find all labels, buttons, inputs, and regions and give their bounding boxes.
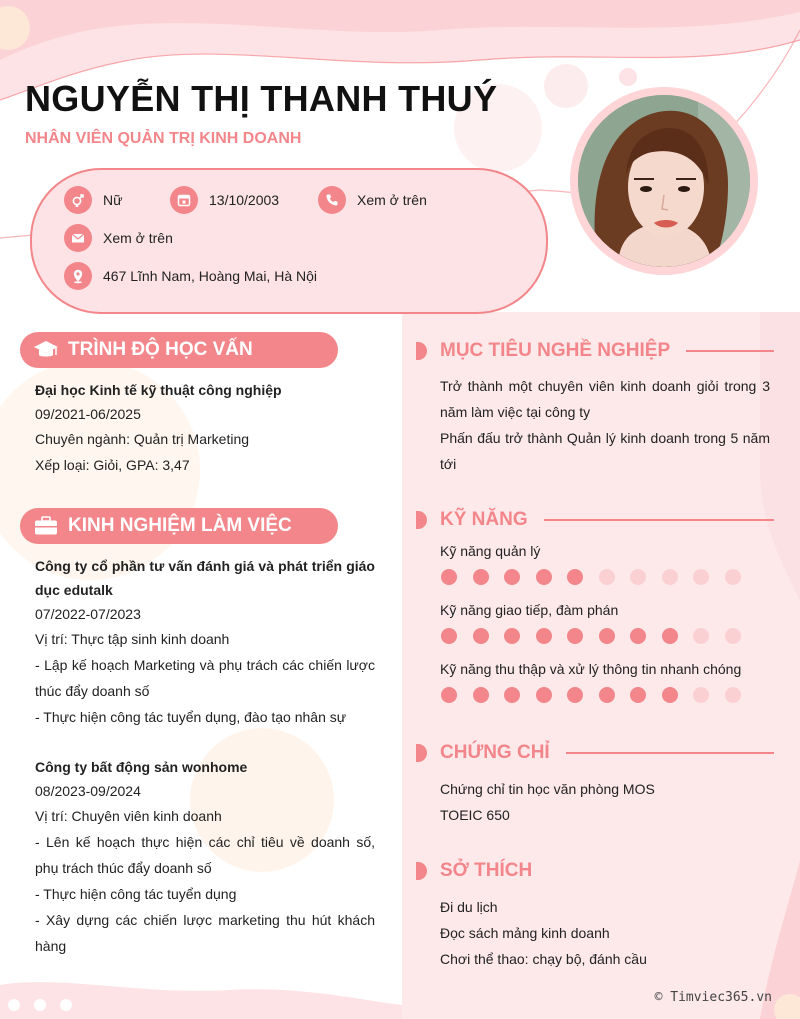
- skill-dot-filled: [441, 687, 457, 703]
- certificate-item-1: Chứng chỉ tin học văn phòng MOS: [440, 781, 655, 797]
- skill-dot-filled: [473, 569, 489, 585]
- education-school: Đại học Kinh tế kỹ thuật công nghiệp: [35, 382, 282, 398]
- skill-dot-filled: [473, 687, 489, 703]
- skill-dot-empty: [630, 569, 646, 585]
- education-period: 09/2021-06/2025: [35, 406, 141, 422]
- job-1-duty-1: - Lập kế hoạch Marketing và phụ trách các chiến lược thúc đẩy doanh số: [35, 657, 375, 699]
- email-value: Xem ở trên: [103, 230, 173, 246]
- experience-section-header: [20, 508, 338, 544]
- skill-dot-filled: [662, 628, 678, 644]
- skill-dot-empty: [725, 569, 741, 585]
- email-icon: [64, 224, 92, 252]
- contact-phone[interactable]: [318, 186, 427, 214]
- job-1-company: Công ty cổ phần tư vấn đánh giá và phát triển giáo dục edutalk: [35, 558, 375, 598]
- phone-value: Xem ở trên: [357, 192, 427, 208]
- skill-dot-filled: [536, 687, 552, 703]
- skill-dot-empty: [693, 628, 709, 644]
- skill-dot-filled: [599, 628, 615, 644]
- skill-dot-filled: [567, 628, 583, 644]
- experience-title: KINH NGHIỆM LÀM VIỆC: [68, 515, 292, 536]
- certificate-item-2: TOEIC 650: [440, 807, 510, 823]
- skill-dot-filled: [441, 569, 457, 585]
- section-bullet: [416, 744, 427, 762]
- birthday-value: 13/10/2003: [209, 192, 280, 208]
- section-bullet: [416, 862, 427, 880]
- location-icon: [64, 262, 92, 290]
- hobby-item-3: Chơi thể thao: chạy bộ, đánh cầu: [440, 951, 647, 967]
- avatar: [578, 95, 750, 267]
- calendar-icon: [170, 186, 198, 214]
- skill-dot-filled: [536, 628, 552, 644]
- section-bullet: [416, 342, 427, 360]
- skill-dot-empty: [693, 569, 709, 585]
- section-divider: [544, 519, 774, 521]
- hobby-item-1: Đi du lịch: [440, 899, 498, 915]
- objective-item-2: Phấn đấu trở thành Quản lý kinh doanh trong 5 năm tới: [440, 430, 770, 472]
- job-1-position: Vị trí: Thực tập sinh kinh doanh: [35, 631, 230, 647]
- hobby-item-2: Đọc sách mảng kinh doanh: [440, 925, 610, 941]
- skill-dot-filled: [504, 628, 520, 644]
- hobbies-title: SỞ THÍCH: [440, 860, 533, 881]
- footer-copyright[interactable]: © Timviec365.vn: [654, 990, 772, 1005]
- section-bullet: [416, 511, 427, 529]
- job-2-period: 08/2023-09/2024: [35, 783, 141, 799]
- objective-title: MỤC TIÊU NGHỀ NGHIỆP: [440, 340, 671, 361]
- gender-icon: [64, 186, 92, 214]
- objective-item-1: Trở thành một chuyên viên kinh doanh giỏi trong 3 năm làm việc tại công ty: [440, 378, 770, 420]
- skill-dot-filled: [536, 569, 552, 585]
- contact-gender: [64, 186, 122, 214]
- hobbies-section-header: [416, 856, 774, 886]
- contact-birthday: [170, 186, 279, 214]
- education-section-header: [20, 332, 338, 368]
- job-2-position: Vị trí: Chuyên viên kinh doanh: [35, 808, 222, 824]
- certificates-title: CHỨNG CHỈ: [440, 742, 550, 763]
- section-divider: [686, 350, 774, 352]
- skill-1-rating: [441, 569, 756, 585]
- job-1-duty-2: - Thực hiện công tác tuyển dụng, đào tạo nhân sự: [35, 709, 347, 725]
- address-value: 467 Lĩnh Nam, Hoàng Mai, Hà Nội: [103, 268, 317, 284]
- skill-dot-filled: [630, 628, 646, 644]
- skill-3-rating: [441, 687, 756, 703]
- skill-dot-filled: [504, 687, 520, 703]
- job-1-period: 07/2022-07/2023: [35, 606, 141, 622]
- skill-dot-empty: [599, 569, 615, 585]
- candidate-name: NGUYỄN THỊ THANH THUÝ: [25, 78, 498, 119]
- skill-dot-filled: [441, 628, 457, 644]
- job-2-duty-2: - Thực hiện công tác tuyển dụng: [35, 886, 237, 902]
- certificates-section-header: [416, 738, 774, 768]
- gender-value: Nữ: [103, 192, 123, 208]
- job-2-duty-3: - Xây dựng các chiến lược marketing thu hút khách hàng: [35, 912, 375, 954]
- skill-2-name: Kỹ năng giao tiếp, đàm phán: [440, 602, 619, 618]
- job-2-duty-1: - Lên kế hoạch thực hiện các chỉ tiêu về doanh số, phụ trách thúc đẩy doanh số: [35, 834, 375, 876]
- skill-dot-filled: [662, 687, 678, 703]
- skill-dot-filled: [599, 687, 615, 703]
- skills-title: KỸ NĂNG: [440, 509, 528, 530]
- skills-section-header: [416, 505, 774, 535]
- phone-icon: [318, 186, 346, 214]
- education-title: TRÌNH ĐỘ HỌC VẤN: [68, 339, 253, 360]
- skill-dot-filled: [630, 687, 646, 703]
- skill-3-name: Kỹ năng thu thập và xử lý thông tin nhanh chóng: [440, 661, 742, 677]
- skill-dot-filled: [504, 569, 520, 585]
- graduation-cap-icon: [24, 339, 68, 361]
- section-divider: [566, 752, 774, 754]
- skill-1-name: Kỹ năng quản lý: [440, 543, 541, 559]
- skill-dot-empty: [725, 628, 741, 644]
- skill-dot-filled: [567, 569, 583, 585]
- skill-dot-filled: [473, 628, 489, 644]
- skill-dot-empty: [662, 569, 678, 585]
- skill-dot-empty: [693, 687, 709, 703]
- skill-dot-empty: [725, 687, 741, 703]
- skill-2-rating: [441, 628, 756, 644]
- education-grade: Xếp loại: Giỏi, GPA: 3,47: [35, 457, 190, 473]
- job-title: NHÂN VIÊN QUẢN TRỊ KINH DOANH: [25, 130, 302, 147]
- job-2-company: Công ty bất động sản wonhome: [35, 759, 248, 775]
- briefcase-icon: [24, 515, 68, 537]
- education-major: Chuyên ngành: Quản trị Marketing: [35, 431, 250, 447]
- contact-email[interactable]: [64, 224, 173, 252]
- contact-address: [64, 262, 317, 290]
- skill-dot-filled: [567, 687, 583, 703]
- objective-section-header: [416, 336, 774, 366]
